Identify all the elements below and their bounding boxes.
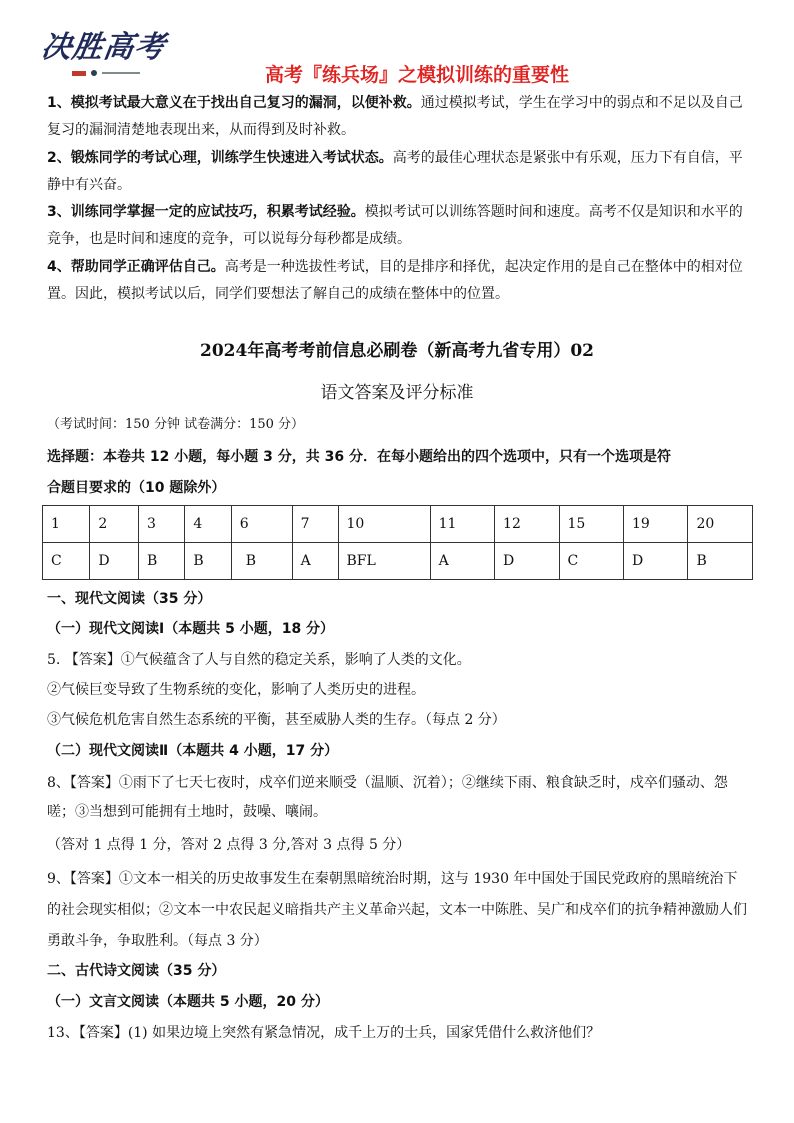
answer-cell: D [495, 543, 559, 580]
q5-answer-3: ③气候危机危害自然生态系统的平衡，甚至威胁人类的生存。（每点 2 分） [47, 712, 506, 728]
question-number: 3 [139, 506, 185, 543]
question-number: 19 [623, 506, 687, 543]
q13-answer: 13、【答案】(1) 如果边境上突然有紧急情况，成千上万的士兵，国家凭借什么救济他们？ [47, 1025, 601, 1041]
question-number: 10 [338, 506, 430, 543]
answer-cell: C [559, 543, 623, 580]
intro-item-3 [47, 199, 751, 253]
intro-item-2-bold: 2、锻炼同学的考试心理，训练学生快速进入考试状态。 [47, 150, 393, 166]
question-number: 2 [90, 506, 139, 543]
question-number: 7 [292, 506, 338, 543]
answer-table [42, 505, 753, 580]
question-number: 12 [495, 506, 559, 543]
answer-cell: A [430, 543, 494, 580]
choice-intro-line-2: 合题目要求的（10 题除外） [47, 480, 226, 496]
intro-item-1-text: 通过模拟考试，学生在学习中的弱点和不足以及自己复习的漏洞清楚地表现出来，从而得到及时补救。 [47, 95, 743, 138]
section-1b-heading: （二）现代文阅读Ⅱ（本题共 4 小题，17 分） [47, 743, 339, 759]
question-number: 11 [430, 506, 494, 543]
section-2-heading: 二、古代诗文阅读（35 分） [47, 963, 226, 979]
logo-text: 决胜高考 [39, 30, 168, 65]
answer-cell: D [623, 543, 687, 580]
intro-item-2-text: 高考的最佳心理状态是紧张中有乐观，压力下有自信，平静中有兴奋。 [47, 150, 743, 193]
answer-cell: B [139, 543, 185, 580]
intro-item-3-text: 模拟考试可以训练答题时间和速度。高考不仅是知识和水平的竞争，也是时间和速度的竞争，可以说每分每秒都是成绩。 [47, 204, 743, 247]
intro-item-3-bold: 3、训练同学掌握一定的应试技巧，积累考试经验。 [47, 204, 365, 220]
intro-item-4-text: 高考是一种选拔性考试，目的是排序和择优，起决定作用的是自己在整体中的相对位置。因此，模拟考试以后，同学们要想法了解自己的成绩在整体中的位置。 [47, 259, 743, 302]
intro-item-1 [47, 90, 751, 144]
choice-intro-line-1: 选择题：本卷共 12 小题，每小题 3 分，共 36 分．在每小题给出的四个选项中，只有一个选项是符 [47, 449, 671, 465]
exam-meta: （考试时间：150 分钟 试卷满分：150 分） [47, 417, 305, 432]
section-2a-heading: （一）文言文阅读（本题共 5 小题，20 分） [47, 994, 329, 1010]
exam-title: 2024年高考考前信息必刷卷（新高考九省专用）02 [200, 341, 594, 361]
q8-answer: 8、【答案】①雨下了七天七夜时，戍卒们逆来顺受（温顺、沉着）；②继续下雨、粮食缺乏时，戍卒们骚动、怨嗟；③当想到可能拥有土地时，鼓噪、嚷闹。 [47, 775, 728, 820]
q5-answer-2: ②气候巨变导致了生物系统的变化，影响了人类历史的进程。 [47, 682, 425, 698]
answer-cell: B [185, 543, 231, 580]
intro-item-4 [47, 254, 751, 308]
question-number: 20 [688, 506, 753, 543]
answer-cell: B [688, 543, 753, 580]
answer-cell: A [292, 543, 338, 580]
banner-title: 高考『练兵场』之模拟训练的重要性 [264, 64, 569, 86]
section-1-heading: 一、现代文阅读（35 分） [47, 591, 212, 607]
answer-table-numbers-row [43, 506, 753, 543]
intro-item-4-bold: 4、帮助同学正确评估自己。 [47, 259, 225, 275]
intro-item-1-bold: 1、模拟考试最大意义在于找出自己复习的漏洞，以便补救。 [47, 95, 421, 111]
answer-cell: D [90, 543, 139, 580]
answer-cell: BFL [338, 543, 430, 580]
question-number: 15 [559, 506, 623, 543]
q8-score: （答对 1 点得 1 分，答对 2 点得 3 分,答对 3 点得 5 分） [47, 837, 411, 853]
exam-subtitle: 语文答案及评分标准 [320, 383, 474, 403]
question-number: 6 [231, 506, 292, 543]
answer-table-answers-row [43, 543, 753, 580]
q5-answer-1: 5. 【答案】①气候蕴含了人与自然的稳定关系，影响了人类的文化。 [47, 652, 471, 668]
section-1a-heading: （一）现代文阅读Ⅰ（本题共 5 小题，18 分） [47, 621, 335, 637]
q9-answer: 9、【答案】①文本一相关的历史故事发生在秦朝黑暗统治时期，这与 1930 年中国处于国民党政府的黑暗统治下的社会现实相似；②文本一中农民起义暗指共产主义革命兴起，文本一中陈胜、吴广和戍卒们的抗争精神激励人们勇敢斗争，争取胜利。（每点 3 分） [47, 871, 747, 949]
intro-item-2 [47, 145, 751, 199]
question-number: 1 [43, 506, 90, 543]
answer-cell: C [43, 543, 90, 580]
answer-cell: B [231, 543, 292, 580]
question-number: 4 [185, 506, 231, 543]
